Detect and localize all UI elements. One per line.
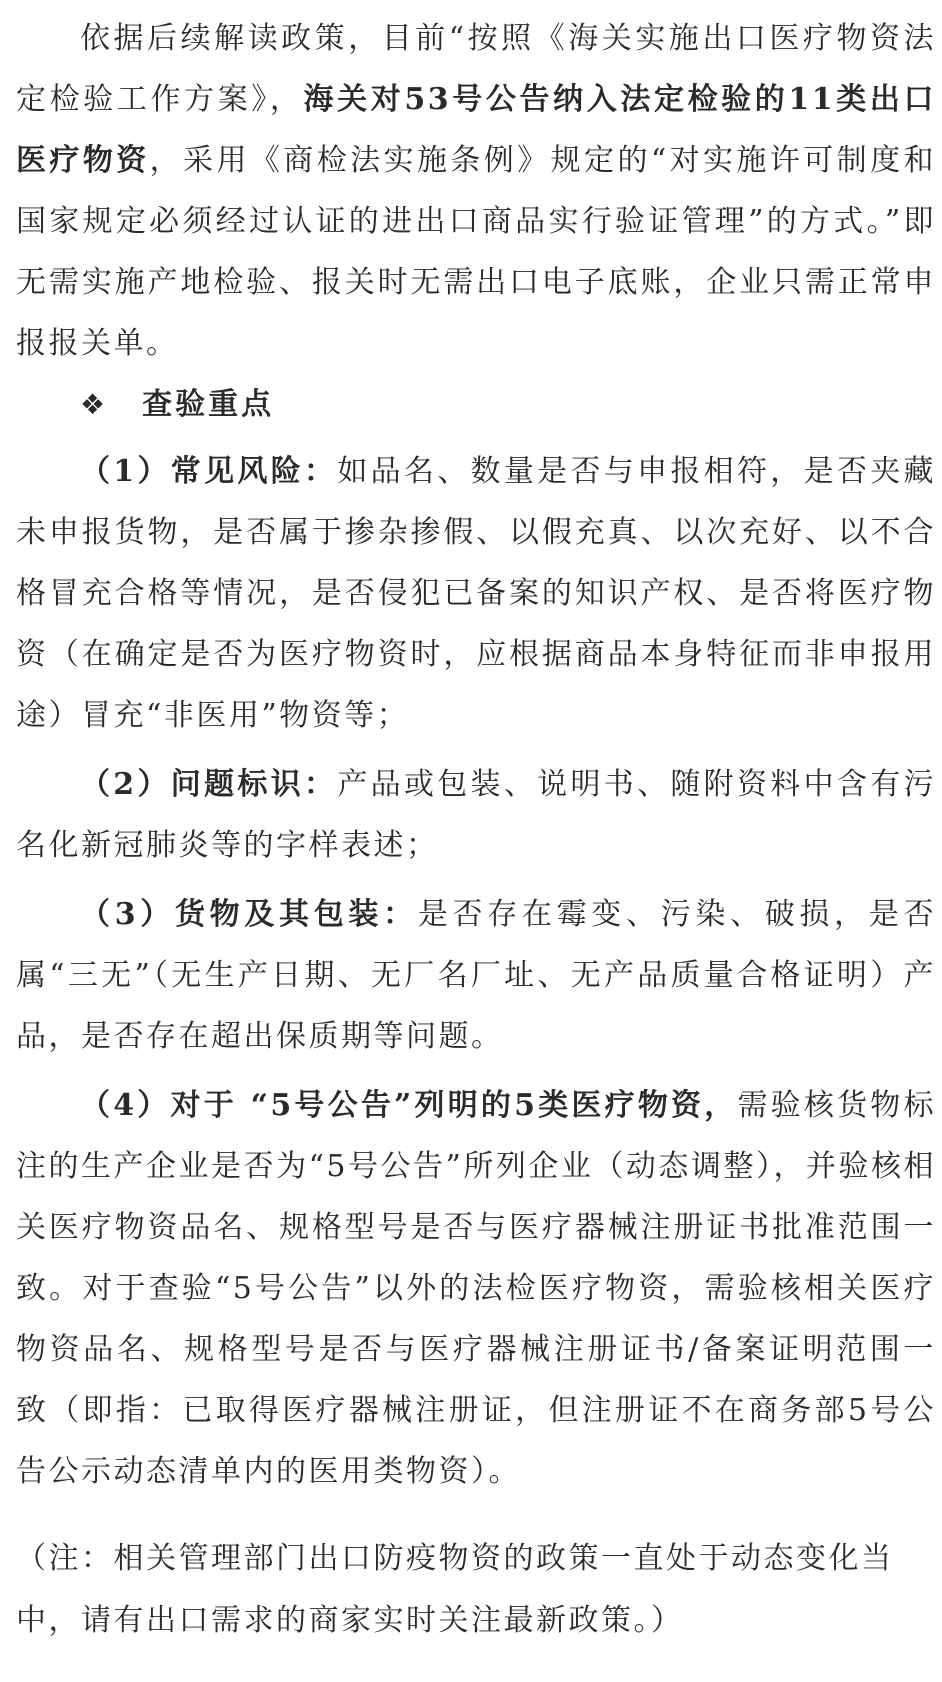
footnote: （注：相关管理部门出口防疫物资的政策一直处于动态变化当中，请有出口需求的商家实时关注最新政策。） [16, 1541, 894, 1638]
check-item-text: 需验核货物标注的生产企业是否为“5号公告”所列企业（动态调整），并验核相关医疗物资品名、规格型号是否与医疗器械注册证书批准范围一致。对于查验“5号公告”以外的法检医疗物资，需验核相关医疗物资品名、规格型号是否与医疗器械注册证书/备案证明范围一致（即指：已取得医疗器械注册证，但注册证不在商务部5号公告公示动态清单内的医用类物资）。 [16, 1088, 937, 1489]
intro-paragraph [16, 8, 936, 374]
check-item-label: （4）对于 “5号公告”列明的5类医疗物资， [80, 1088, 738, 1123]
section-title: 查验重点 [142, 387, 275, 422]
check-item-text: 是否存在霉变、污染、破损，是否属“三无”（无生产日期、无厂名厂址、无产品质量合格证明）产品，是否存在超出保质期等问题。 [16, 897, 937, 1054]
document-page [16, 8, 936, 1682]
check-item-text: 产品或包装、说明书、随附资料中含有污名化新冠肺炎等的字样表述； [16, 767, 937, 863]
intro-text-2: ，采用《商检法实施条例》规定的“对实施许可制度和国家规定必须经过认证的进出口商品实行验证管理”的方式。”即无需实施产地检验、报关时无需出口电子底账，企业只需正常申报报关单。 [16, 143, 936, 361]
check-item-3 [16, 884, 936, 1067]
check-item-label: （3）货物及其包装： [80, 897, 418, 932]
intro-text-1: 依据后续解读政策，目前“按照《海关实施出口医疗物资法定检验工作方案》， [16, 21, 936, 117]
check-item-label: （1）常见风险： [80, 454, 338, 489]
intro-bold-text: 海关对53号公告纳入法定检验的11类出口医疗物资 [16, 82, 937, 178]
section-heading [16, 374, 936, 435]
check-item-1 [16, 441, 936, 746]
check-item-4 [16, 1075, 936, 1502]
diamond-bullet-icon: ❖ [80, 388, 109, 421]
check-item-label: （2）问题标识： [80, 767, 338, 802]
check-item-text: 如品名、数量是否与申报相符，是否夹藏未申报货物，是否属于掺杂掺假、以假充真、以次充好、以不合格冒充合格等情况，是否侵犯已备案的知识产权、是否将医疗物资（在确定是否为医疗物资时，应根据商品本身特征而非申报用途）冒充“非医用”物资等； [16, 454, 937, 733]
check-item-2 [16, 754, 936, 876]
